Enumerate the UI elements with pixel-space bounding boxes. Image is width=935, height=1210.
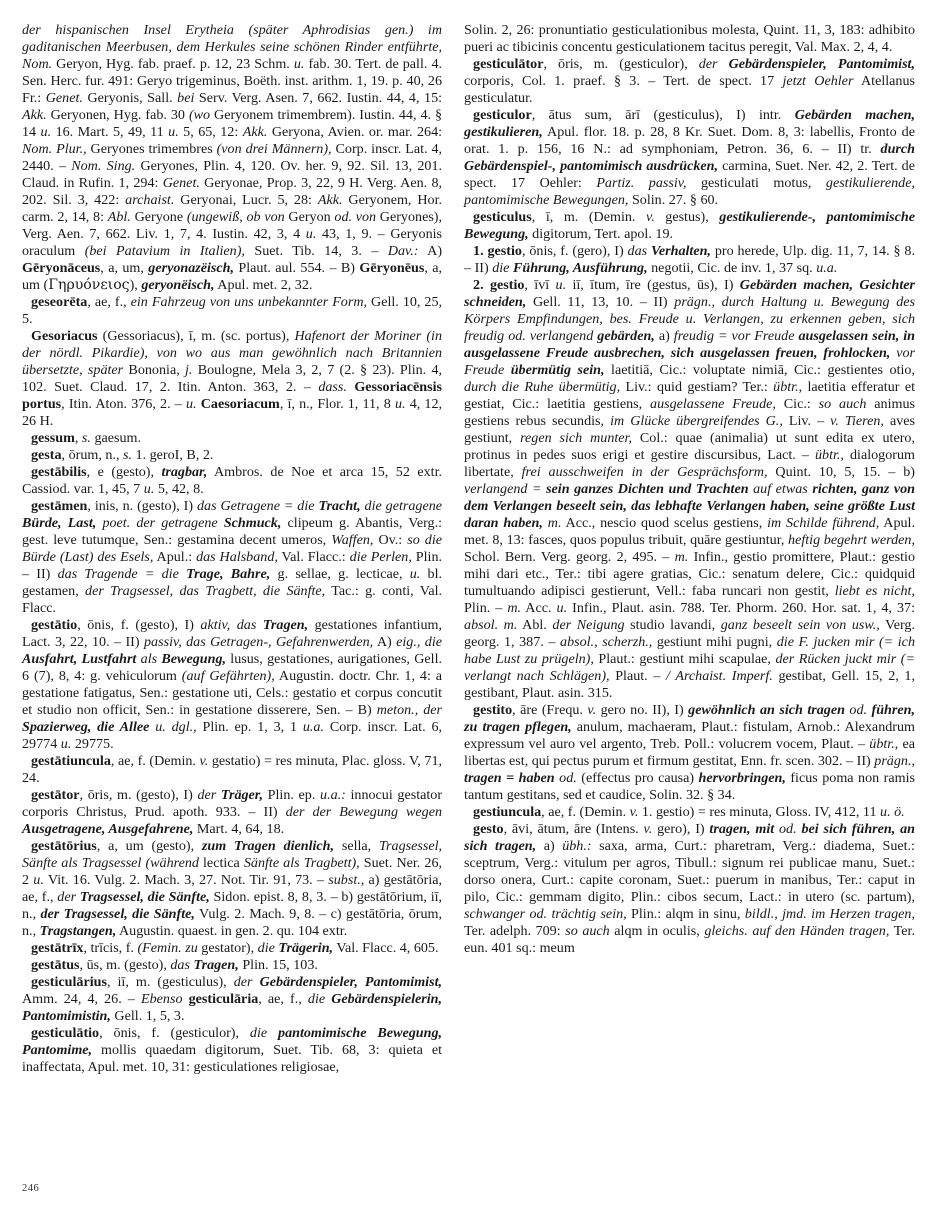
dictionary-entry: gestāmen, inis, n. (gesto), I) das Getragene = die Tracht, die getragene Bürde, Last, poet. der getragene Schmuck, clipeum g. Abantis, Verg.: gest. leve tutumque, Sen.: gestamina decent umeros, Waffen, Ov.: so die Bürde (Last) des Esels, Apul.: das Halsband, Val. Flacc.: die Perlen, Plin. – II) das Tragende = die Trage, Bahre, g. sellae, g. lecticae, u. bl. gestamen, der Tragsessel, das Tragbett, die Sänfte, Tac.: g. conti, Val. Flacc. <box>22 498 443 616</box>
dictionary-entry: gesticulor, ātus sum, ārī (gesticulus), I) intr. Gebärden machen, gestikulieren, Apul. flor. 18. p. 28, 8 Kr. Suet. Dom. 8, 3: labellis, Fronto de orat. 1. p. 156, 16 N.: ad symphoniam, Petron. 36, 6. – II) tr. durch Gebärdenspiel-, pantomimisch ausdrücken, carmina, Suet. Ner. 42, 2. Tert. de spect. 17 Oehler: Partiz. passiv, gesticulati motus, gestikulierende, pantomimische Bewegungen, Solin. 27. § 60. <box>464 107 915 208</box>
page-columns <box>22 22 915 1172</box>
dictionary-entry: gesticulārius, iī, m. (gesticulus), der Gebärdenspieler, Pantomimist, Amm. 24, 4, 26. – Ebenso gesticulāria, ae, f., die Gebärdenspielerin, Pantomimistin, Gell. 1, 5, 3. <box>22 974 443 1024</box>
dictionary-entry: gestābilis, e (gesto), tragbar, Ambros. de Noe et arca 15, 52 extr. Cassiod. var. 1, 45, 7 u. 5, 42, 8. <box>22 464 443 497</box>
dictionary-entry: gesta, ōrum, n., s. 1. geroI, B, 2. <box>31 447 214 463</box>
dictionary-entry: gestātōrius, a, um (gesto), zum Tragen dienlich, sella, Tragsessel, Sänfte als Tragsessel (während lectica Sänfte als Tragbett), Suet. Ner. 26, 2 u. Vit. 16. Vulg. 2. Mach. 3, 27. Not. Tir. 91, 73. – subst., a) gestātōria, ae, f., der Tragsessel, die Sänfte, Sidon. epist. 8, 8, 3. – b) gestātōrium, iī, n., der Tragsessel, die Sänfte, Vulg. 2. Mach. 9, 8. – c) gestātōria, ōrum, n., Tragstangen, Augustin. quaest. in gen. 2. qu. 104 extr. <box>22 838 443 939</box>
dictionary-entry: gesto, āvi, ātum, āre (Intens. v. gero), I) tragen, mit od. bei sich führen, an sich tragen, a) übh.: saxa, arma, Curt.: pharetram, Verg.: diadema, Suet.: sceptrum, Verg.: vitulum per agros, Tibull.: signum rei publicae manu, Suet.: dorso onera, Curt.: capite coronam, Suet.: puerum in manibus, Ter.: caput in pilo, Cic.: gemmam digito, Plin.: cibos secum, Lact.: in utero (sc. partum), schwanger od. trächtig sein, Plin.: alqm in sinu, bildl., jmd. im Herzen tragen, Ter. adelph. 709: so auch alqm in oculis, gleichs. auf den Händen tragen, Ter. eun. 401 sq.: meum <box>464 821 916 956</box>
dictionary-entry: der hispanischen Insel Erytheia (später Aphrodisias gen.) im gaditanischen Meerbusen, dem Herkules seine schönen Rinder entführte, Nom. Geryon, Hyg. fab. praef. p. 12, 23 Schm. u. fab. 30. Tert. de pall. 4. Sen. Herc. fur. 491: Geryo trigeminus, Boëth. inst. arithm. 1, 19. p. 40, 26 Fr.: Genet. Geryonis, Sall. bei Serv. Verg. Asen. 7, 662. Iustin. 44, 4, 15: Akk. Geryonen, Hyg. fab. 30 (wo Geryonem trimembrem). Iustin. 44, 4. § 14 u. 16. Mart. 5, 49, 11 u. 5, 65, 12: Akk. Geryona, Avien. or. mar. 264: Nom. Plur., Geryones trimembres (von drei Männern), Corp. inscr. Lat. 4, 2440. – Nom. Sing. Geryones, Plin. 4, 120. Ov. her. 9, 92. Sil. 13, 201. Claud. in Rufin. 1, 294: Genet. Geryonae, Prop. 3, 22, 9 H. Verg. Aen. 8, 202. Sil. 3, 422: archaist. Geryonai, Lucr. 5, 28: Akk. Geryonem, Hor. carm. 2, 14, 8: Abl. Geryone (ungewiß, ob von Geryon od. von Geryones), Verg. Aen. 7, 662. Liv. 1, 7, 4. Iustin. 42, 3, 4 u. 43, 1, 9. – Geryonis oraculum (bei Patavium in Italien), Suet. Tib. 14, 3. – Dav.: A) Gēryonāceus, a, um, geryonazëisch, Plaut. aul. 554. – B) Gēryonēus, a, um (Γηρυόνειος), geryonëisch, Apul. met. 2, 32. <box>22 22 443 293</box>
dictionary-entry: gestātus, ūs, m. (gesto), das Tragen, Plin. 15, 103. <box>31 957 318 973</box>
dictionary-entry: 1. gestio, ōnis, f. (gero), I) das Verhalten, pro herede, Ulp. dig. 11, 7, 14. § 8. – II) die Führung, Ausführung, negotii, Cic. de inv. 1, 37 sq. u.a. <box>464 243 916 276</box>
dictionary-entry: gestātor, ōris, m. (gesto), I) der Träger, Plin. ep. u.a.: innocui gestator corporis Christus, Prud. apoth. 933. – II) der der Bewegung wegen Ausgetragene, Ausgefahrene, Mart. 4, 64, 18. <box>22 787 443 837</box>
dictionary-entry: gessum, s. gaesum. <box>31 430 142 446</box>
dictionary-entry: geseorēta, ae, f., ein Fahrzeug von uns unbekannter Form, Gell. 10, 25, 5. <box>22 294 443 327</box>
dictionary-entry: gestātrīx, trīcis, f. (Femin. zu gestator), die Trägerin, Val. Flacc. 4, 605. <box>31 940 439 956</box>
dictionary-entry: 2. gestio, īvī u. iī, ītum, īre (gestus, ūs), I) Gebärden machen, Gesichter schneiden, Gell. 11, 13, 10. – II) prägn., durch Haltung u. Bewegung des Körpers Empfindungen, bes. Freude u. Verlangen, zu erkennen geben, sich freudig od. verlangend gebärden, a) freudig = vor Freude ausgelassen sein, in ausgelassene Freude ausbrechen, sich ausgelassen freuen, frohlocken, vor Freude übermütig sein, laetitiā, Cic.: voluptate nimiā, Cic.: gestientes otio, durch die Ruhe übermütig, Liv.: quid gestiam? Ter.: übtr., laetitia efferatur et gestiat, Cic.: laetitia gestiens, ausgelassene Freude, Cic.: so auch animus gestiens rebus secundis, im Glücke übergreifendes G., Liv. – v. Tieren, aves gestiunt, regen sich munter, Col.: quae (animalia) ut sunt edita ex utero, protinus in pedes suos erigi et gestire discursibus, Lact. – übtr., dialogorum libertate, frei ausschweifen in der Gesprächsform, Quint. 10, 5, 15. – b) verlangend = sein ganzes Dichten und Trachten auf etwas richten, ganz von dem Verlangen beseelt sein, das lebhafte Verlangen haben, seine größte Lust daran haben, m. Acc., nescio quod scelus gestiens, im Schilde führend, Apul. met. 8, 13: fasces, quos populus tribuit, quāre gestiuntur, heftig begehrt werden, Schol. Bern. Verg. georg. 2, 495. – m. Infin., gestio promittere, Plaut.: gestio mihi dari etc., Ter.: tibi agere gratias, Cic.: senatum delere, Cic.: quidquid tumultuando adipisci gestierunt, Vell.: faba runcari non gestit, liebt es nicht, Plin. – m. Acc. u. Infin., Plaut. asin. 788. Ter. Phorm. 260. Hor. sat. 1, 4, 37: absol. m. Abl. der Neigung studio lavandi, ganz beseelt sein von usw., Verg. georg. 1, 387. – absol., scherzh., gestiunt mihi pugni, die F. jucken mir (= ich habe Lust zu prügeln), Plaut.: gestiunt mihi scapulae, der Rücken juckt mir (= verlangt nach Schlägen), Plaut. – / Archaist. Imperf. gestibat, Gell. 15, 2, 1, gestibant, Plaut. asin. 315. <box>464 277 916 701</box>
dictionary-entry: gesticulātor, ōris, m. (gesticulor), der Gebärdenspieler, Pantomimist, corporis, Col. 1. praef. § 3. – Tert. de spect. 17 jetzt Oehler Atellanus gesticulatur. <box>464 56 915 106</box>
dictionary-entry: gestito, āre (Frequ. v. gero no. II), I) gewöhnlich an sich tragen od. führen, zu tragen pflegen, anulum, machaeram, Plaut.: fistulam, Arnob.: Alexandrum expressum vel auro vel argento, Treb. Poll.: volucrem vocem, Plaut. – übtr., ea libertas est, qui pectus purum et firmum gestitat, Enn. fr. scen. 302. – II) prägn., tragen = haben od. (effectus pro causa) hervorbringen, ficus poma non ramis tantum gestitans, sed et caudice, Solin. 32. § 34. <box>464 702 915 803</box>
dictionary-entry: Gesoriacus (Gessoriacus), ī, m. (sc. portus), Hafenort der Moriner (in der nördl. Pikardie), von wo aus man gewöhnlich nach Britannien übersetzte, später Bononia, j. Boulogne, Mela 3, 2, 7 (2. § 23). Plin. 4, 102. Suet. Claud. 17, 2. Itin. Anton. 363, 2. – dass. Gessoriacēnsis portus, Itin. Aton. 376, 2. – u. Caesoriacum, ī, n., Flor. 1, 11, 8 u. 4, 12, 26 H. <box>22 328 443 429</box>
right-column <box>464 22 915 957</box>
dictionary-entry: gestātio, ōnis, f. (gesto), I) aktiv, das Tragen, gestationes infantium, Lact. 3, 22, 10. – II) passiv, das Getragen-, Gefahrenwerden, A) eig., die Ausfahrt, Lustfahrt als Bewegung, lusus, gestationes, aurigationes, Gell. 6 (7), 8, 4: g. vehiculorum (auf Gefährten), Augustin. doctr. Chr. 1, 4: a gestatione fatigatus, Sen.: gestatione uti, Cels.: gestatio et corpus concutit et studio non officit, Sen.: in gestatione disserere, Sen. – B) meton., der Spazierweg, die Allee u. dgl., Plin. ep. 1, 3, 1 u.a. Corp. inscr. Lat. 6, 29774 u. 29775. <box>22 617 443 752</box>
page-number: 246 <box>22 1183 40 1194</box>
dictionary-entry: gestātiuncula, ae, f. (Demin. v. gestatio) = res minuta, Plac. gloss. V, 71, 24. <box>22 753 443 786</box>
left-column <box>22 22 442 1076</box>
dictionary-entry: gestiuncula, ae, f. (Demin. v. 1. gestio) = res minuta, Gloss. IV, 412, 11 u. ö. <box>473 804 905 820</box>
dictionary-entry: gesticulus, ī, m. (Demin. v. gestus), gestikulierende-, pantomimische Bewegung, digitorum, Tert. apol. 19. <box>464 209 916 242</box>
dictionary-entry: gesticulātio, ōnis, f. (gesticulor), die pantomimische Bewegung, Pantomime, mollis quaedam digitorum, Suet. Tib. 68, 3: quieta et inaffectata, Apul. met. 10, 31: gesticulationes religiosae, <box>22 1025 443 1075</box>
dictionary-entry: Solin. 2, 26: pronuntiatio gesticulationibus molesta, Quint. 11, 3, 183: adhibito pueri ac tibicinis concentu gesticulationem tacitus peregit, Val. Max. 2, 4, 4. <box>464 22 915 55</box>
